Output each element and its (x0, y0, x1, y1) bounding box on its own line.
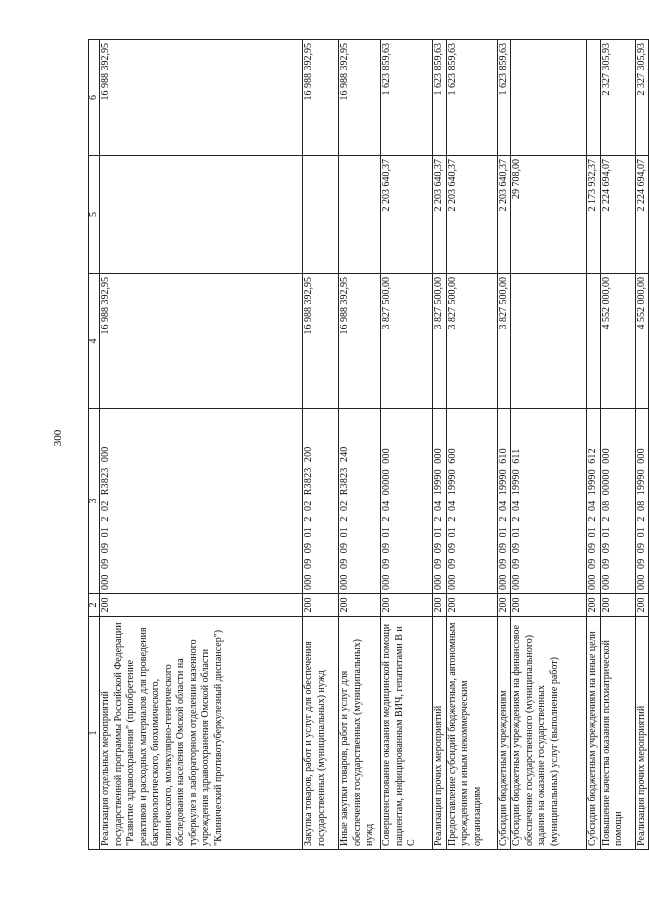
row-value-5: 2 173 932,37 (587, 156, 601, 274)
row-value-5: 2 203 640,37 (433, 156, 447, 274)
row-value-6: 16 988 392,95 (303, 40, 339, 156)
row-value-4: 16 988 392,95 (100, 274, 303, 409)
row-value-6: 1 623 859,63 (433, 40, 447, 156)
row-code-2: 200 (339, 594, 381, 617)
row-name: Предоставление субсидий бюджетным, автономным учреждениям и иным некоммерческим организациям (446, 617, 497, 850)
row-value-6: 16 988 392,95 (100, 40, 303, 156)
row-code-3: 000 09 09 01 2 04 19990 610 (497, 409, 511, 594)
row-name: Совершенствование оказания медицинской помощи пациентам, инфицированным ВИЧ, гепатитами В и С (381, 617, 433, 850)
table-row (446, 40, 497, 850)
row-code-3: 000 09 09 01 2 04 19990 000 (433, 409, 447, 594)
row-name: Реализация прочих мероприятий (433, 617, 447, 850)
table-row (587, 40, 601, 850)
row-value-4: 3 827 500,00 (381, 274, 433, 409)
page-number: 300 (52, 429, 64, 447)
table-row (339, 40, 381, 850)
row-value-5 (303, 156, 339, 274)
header-col-1: 1 (89, 617, 100, 850)
row-name: Закупка товаров, работ и услуг для обеспечения государственных (муниципальных) нужд (303, 617, 339, 850)
row-name: Субсидии бюджетным учреждениям на иные цели (587, 617, 601, 850)
row-value-6: 1 623 859,63 (497, 40, 511, 156)
budget-table-rotated (88, 40, 647, 850)
row-code-2: 200 (446, 594, 497, 617)
row-value-5: 2 203 640,37 (497, 156, 511, 274)
table-row (303, 40, 339, 850)
row-name: Иные закупки товаров, работ и услуг для обеспечения государственных (муниципальных) нужд (339, 617, 381, 850)
row-name: Субсидии бюджетным учреждениям (497, 617, 511, 850)
row-value-4: 3 827 500,00 (433, 274, 447, 409)
row-name: Субсидии бюджетным учреждениям на финансовое обеспечение государственного (муниципального) задания на оказание государственных (муниципальных) услуг (выполнение работ) (511, 617, 587, 850)
row-value-4: 3 827 500,00 (446, 274, 497, 409)
row-value-4: 16 988 392,95 (339, 274, 381, 409)
row-code-2: 200 (511, 594, 587, 617)
table-row (381, 40, 433, 850)
row-value-4 (587, 274, 601, 409)
row-code-3: 000 09 09 01 2 02 R3823 200 (303, 409, 339, 594)
row-value-6 (511, 40, 587, 156)
row-value-4: 3 827 500,00 (497, 274, 511, 409)
row-value-5: 2 203 640,37 (446, 156, 497, 274)
header-col-2: 2 (89, 594, 100, 617)
table-row (600, 40, 635, 850)
row-name: Реализация отдельных мероприятий государственной программы Российской Федерации "Развитие здравоохранения" (приобретение реактивов и расходных материалов для проведения бактериологического, биохимического, клинического, молекулярно-генетического обследования населения Омской области на туберкулез в лабораторном отделении казенного учреждения здравоохранения Омской области "Клинический противотуберкулезный диспансер") (100, 617, 303, 850)
row-value-4: 16 988 392,95 (303, 274, 339, 409)
row-value-5 (100, 156, 303, 274)
row-value-6: 2 327 305,93 (600, 40, 635, 156)
table-row (511, 40, 587, 850)
row-value-6: 16 988 392,95 (339, 40, 381, 156)
row-code-3: 000 09 09 01 2 02 R3823 240 (339, 409, 381, 594)
row-name: Реализация прочих мероприятий (635, 617, 649, 850)
row-code-2: 200 (433, 594, 447, 617)
row-value-5: 2 224 694,07 (600, 156, 635, 274)
row-value-6: 1 623 859,63 (446, 40, 497, 156)
row-code-2: 200 (303, 594, 339, 617)
row-code-3: 000 09 09 01 2 08 19990 000 (635, 409, 649, 594)
header-col-3: 3 (89, 409, 100, 594)
row-value-5: 2 224 694,07 (635, 156, 649, 274)
row-code-2: 200 (635, 594, 649, 617)
row-code-2: 200 (381, 594, 433, 617)
row-value-4: 4 552 000,00 (635, 274, 649, 409)
table-row (497, 40, 511, 850)
row-code-2: 200 (600, 594, 635, 617)
header-col-6: 6 (89, 40, 100, 156)
row-code-3: 000 09 09 01 2 08 00000 000 (600, 409, 635, 594)
row-code-3: 000 09 09 01 2 04 19990 612 (587, 409, 601, 594)
header-row (89, 40, 100, 850)
row-value-5: 2 203 640,37 (381, 156, 433, 274)
table-row (433, 40, 447, 850)
row-code-2: 200 (497, 594, 511, 617)
header-col-5: 5 (89, 156, 100, 274)
row-value-6: 2 327 305,93 (635, 40, 649, 156)
row-code-3: 000 09 09 01 2 04 19990 600 (446, 409, 497, 594)
row-code-2: 200 (100, 594, 303, 617)
row-value-6 (587, 40, 601, 156)
row-value-5: 29 708,00 (511, 156, 587, 274)
table-row (635, 40, 649, 850)
budget-table (88, 39, 649, 850)
row-value-5 (339, 156, 381, 274)
row-code-3: 000 09 09 01 2 04 00000 000 (381, 409, 433, 594)
row-code-3: 000 09 09 01 2 04 19990 611 (511, 409, 587, 594)
row-code-3: 000 09 09 01 2 02 R3823 000 (100, 409, 303, 594)
header-col-4: 4 (89, 274, 100, 409)
table-row (100, 40, 303, 850)
row-value-4 (511, 274, 587, 409)
row-code-2: 200 (587, 594, 601, 617)
row-name: Повышение качества оказания психиатрической помощи (600, 617, 635, 850)
row-value-6: 1 623 859,63 (381, 40, 433, 156)
row-value-4: 4 552 000,00 (600, 274, 635, 409)
